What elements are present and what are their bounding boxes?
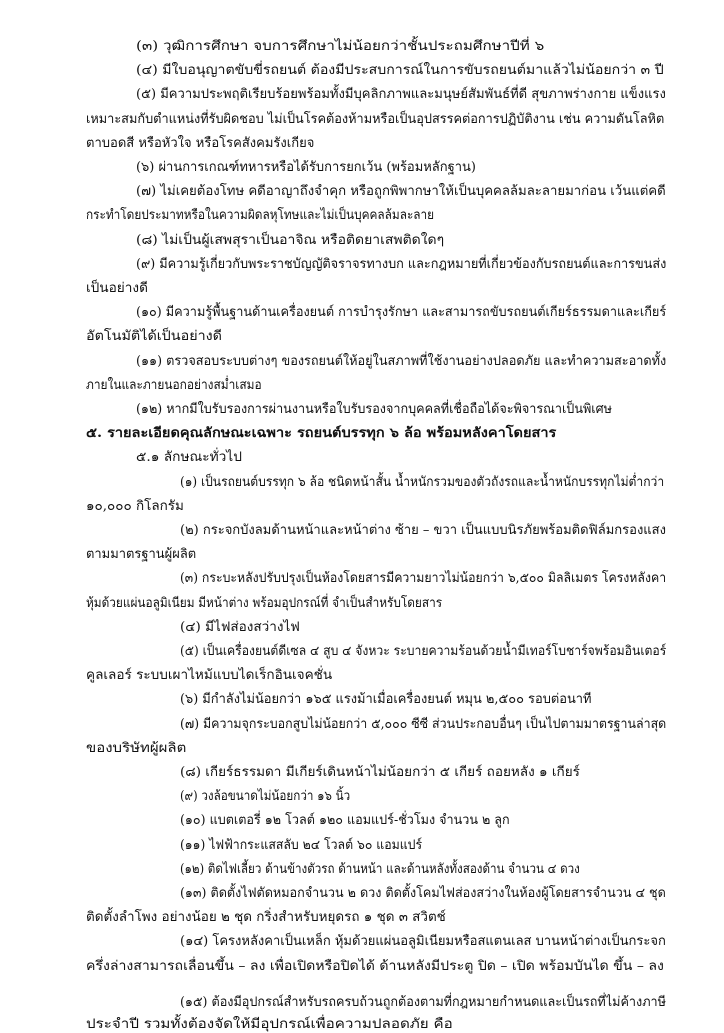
- line-8: กระทำโดยประมาทหรือในความผิดลหุโทษและไม่เป็นบุคคลล้มละลาย: [86, 208, 435, 224]
- line-36: (๑๓) ติดตั้งไฟตัดหมอกจำนวน ๒ ดวง ติดตั้งโคมไฟส่องสว่างในห้องผู้โดยสารจำนวน ๔ ชุด: [180, 886, 666, 901]
- line-13: อัตโนมัติได้เป็นอย่างดี: [86, 329, 222, 345]
- subsection-heading: ๕.๑ ลักษณะทั่วไป: [136, 450, 242, 466]
- line-6: (๖) ผ่านการเกณฑ์ทหารหรือได้รับการยกเว้น (พร้อมหลักฐาน): [136, 160, 476, 175]
- line-19: (๑) เป็นรถยนต์บรรทุก ๖ ล้อ ชนิดหน้าสั้น น้ำหนักรวมของตัวถังรถและน้ำหนักบรรทุกไม่ต่ำกว่า: [180, 474, 665, 490]
- line-14: (๑๑) ตรวจสอบระบบต่างๆ ของรถยนต์ให้อยู่ในสภาพที่ใช้งานอย่างปลอดภัย และทำความสะอาดทั้ง: [136, 353, 667, 369]
- line-5: ตาบอดสี หรือหัวใจ หรือโรคสังคมรังเกียจ: [86, 135, 315, 151]
- line-11: เป็นอย่างดี: [86, 281, 148, 296]
- line-16: (๑๒) หากมีใบรับรองการผ่านงานหรือใบรับรองจากบุคคลที่เชื่อถือได้จะพิจารณาเป็นพิเศษ: [136, 402, 612, 417]
- line-20: ๑๐,๐๐๐ กิโลกรัม: [86, 498, 184, 514]
- line-35: (๑๒) ติดไฟเลี้ยว ด้านข้างตัวรถ ด้านหน้า และด้านหลังทั้งสองด้าน จำนวน ๔ ดวง: [180, 861, 580, 877]
- line-34: (๑๑) ไฟฟ้ากระแสสลับ ๒๔ โวลต์ ๖๐ แอมแปร์: [180, 837, 423, 853]
- line-10: (๙) มีความรู้เกี่ยวกับพระราชบัญญัติจราจรทางบก และกฎหมายที่เกี่ยวข้องกับรถยนต์และการขนส่ง: [136, 256, 667, 272]
- line-32: (๙) วงล้อขนาดไม่น้อยกว่า ๑๖ นิ้ว: [180, 789, 351, 805]
- line-24: หุ้มด้วยแผ่นอลูมิเนียม มีหน้าต่าง พร้อมอุปกรณ์ที่ จำเป็นสำหรับโดยสาร: [86, 595, 443, 611]
- line-22: ตามมาตรฐานผู้ผลิต: [86, 547, 197, 563]
- line-31: (๘) เกียร์ธรรมดา มีเกียร์เดินหน้าไม่น้อยกว่า ๕ เกียร์ ถอยหลัง ๑ เกียร์: [180, 765, 580, 780]
- line-23: (๓) กระบะหลังปรับปรุงเป็นห้องโดยสารมีความยาวไม่น้อยกว่า ๖,๕๐๐ มิลลิเมตร โครงหลังคา: [180, 571, 667, 587]
- line-2: (๔) มีใบอนุญาตขับขี่รถยนต์ ต้องมีประสบการณ์ในการขับรถยนต์มาแล้วไม่น้อยกว่า ๓ ปี: [136, 63, 664, 79]
- line-28: (๖) มีกำลังไม่น้อยกว่า ๑๖๕ แรงม้าเมื่อเครื่องยนต์ หมุน ๒,๕๐๐ รอบต่อนาที: [180, 692, 592, 708]
- line-9: (๘) ไม่เป็นผู้เสพสุราเป็นอาจิณ หรือติดยาเสพติดใดๆ: [136, 232, 445, 248]
- line-27: คูลเลอร์ ระบบเผาไหม้แบบไดเร็กอินเจคชั่น: [86, 668, 333, 684]
- line-3: (๕) มีความประพฤติเรียบร้อยพร้อมทั้งมีบุคลิกภาพและมนุษย์สัมพันธ์ที่ดี สุขภาพร่างกาย แข็งแรง: [136, 87, 666, 103]
- line-38: (๑๔) โครงหลังคาเป็นเหล็ก หุ้มด้วยแผ่นอลูมิเนียมหรือสแตนเลส บานหน้าต่างเป็นกระจก: [180, 934, 666, 950]
- line-30: ของบริษัทผู้ผลิต: [86, 740, 187, 756]
- line-7: (๗) ไม่เคยต้องโทษ คดีอาญาถึงจำคุก หรือถูกพิพากษาให้เป็นบุคคลล้มละลายมาก่อน เว้นแต่คดี: [136, 184, 666, 200]
- line-15: ภายในและภายนอกอย่างสม่ำเสมอ: [86, 377, 262, 393]
- line-25: (๔) มีไฟส่องสว่างไฟ: [180, 619, 300, 635]
- line-4: เหมาะสมกับตำแหน่งที่รับผิดชอบ ไม่เป็นโรคต้องห้ามหรือเป็นอุปสรรคต่อการปฏิบัติงาน เช่น ความดันโลหิต: [86, 111, 665, 127]
- line-40: (๑๕) ต้องมีอุปกรณ์สำหรับรถครบถ้วนถูกต้องตามที่กฎหมายกำหนดและเป็นรถที่ไม่ค้างภาษี: [180, 994, 666, 1010]
- line-39: ครึ่งล่างสามารถเลื่อนขึ้น – ลง เพื่อเปิดหรือปิดได้ ด้านหลังมีประตู ปิด – เปิด พร้อมบันได ขึ้น – ลง: [86, 958, 664, 974]
- section-heading: ๕. รายละเอียดคุณลักษณะเฉพาะ รถยนต์บรรทุก ๖ ล้อ พร้อมหลังคาโดยสาร: [86, 426, 557, 442]
- line-33: (๑๐) แบตเตอรี่ ๑๒ โวลต์ ๑๒๐ แอมแปร์-ชั่วโมง จำนวน ๒ ลูก: [180, 813, 510, 829]
- line-12: (๑๐) มีความรู้พื้นฐานด้านเครื่องยนต์ การบำรุงรักษา และสามารถขับรถยนต์เกียร์ธรรมดาและเกียร์: [136, 305, 667, 321]
- line-1: (๓) วุฒิการศึกษา จบการศึกษาไม่น้อยกว่าชั้นประถมศึกษาปีที่ ๖: [136, 39, 545, 54]
- line-26: (๕) เป็นเครื่องยนต์ดีเซล ๔ สูบ ๔ จังหวะ ระบายความร้อนด้วยน้ำมีเทอร์โบชาร์จพร้อมอินเตอร์: [180, 644, 667, 659]
- line-21: (๒) กระจกบังลมด้านหน้าและหน้าต่าง ซ้าย – ขวา เป็นแบบนิรภัยพร้อมติดฟิล์มกรองแสง: [180, 523, 666, 538]
- line-37: ติดตั้งลำโพง อย่างน้อย ๒ ชุด กริ่งสำหรับหยุดรถ ๑ ชุด ๓ สวิตช์: [86, 910, 446, 926]
- line-41: ประจำปี รวมทั้งต้องจัดให้มีอุปกรณ์เพื่อความปลอดภัย คือ: [86, 1016, 453, 1032]
- line-29: (๗) มีความจุกระบอกสูบไม่น้อยกว่า ๕,๐๐๐ ซีซี ส่วนประกอบอื่นๆ เป็นไปตามมาตรฐานล่าสุด: [180, 716, 667, 732]
